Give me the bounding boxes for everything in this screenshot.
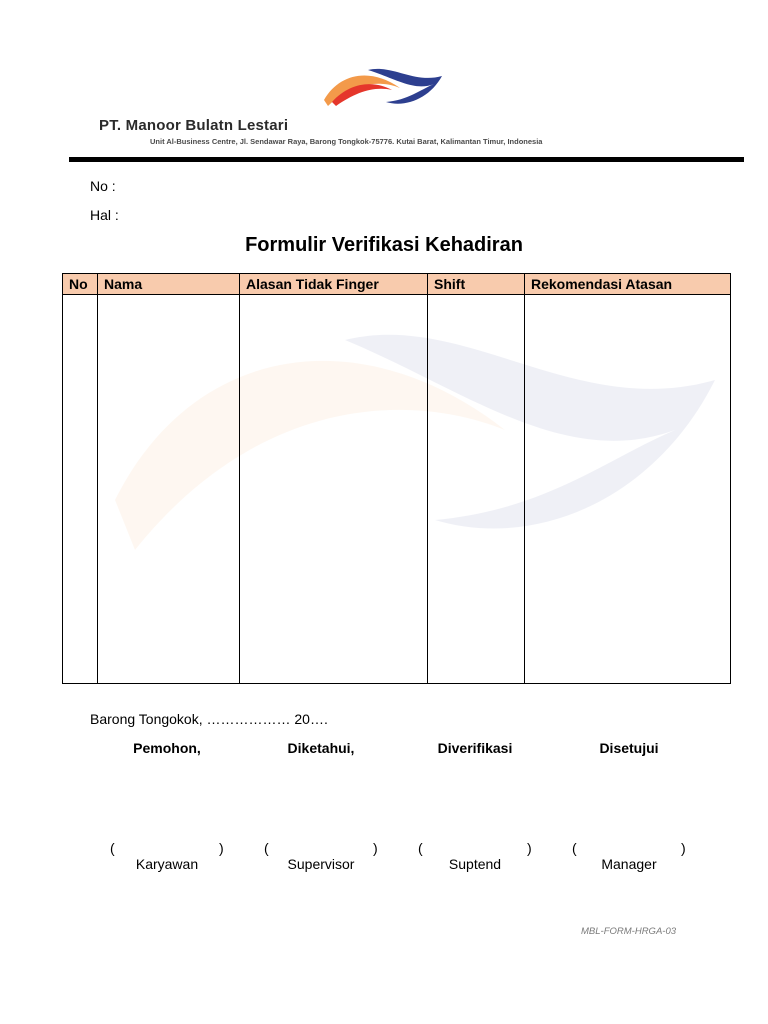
hal-field-label: Hal :	[90, 207, 119, 223]
place-date-line: Barong Tongokok, ……………… 20….	[90, 711, 328, 727]
attendance-table	[62, 273, 731, 684]
cell-shift[interactable]	[428, 295, 525, 684]
table-row	[63, 295, 731, 684]
company-name: PT. Manoor Bulatn Lestari	[99, 117, 289, 134]
signature-role-diketahui: Diketahui,	[287, 740, 355, 756]
column-header-rekomendasi: Rekomendasi Atasan	[525, 274, 731, 295]
signature-role-disetujui: Disetujui	[599, 740, 659, 756]
cell-rekomendasi[interactable]	[525, 295, 731, 684]
signature-open-paren: (	[264, 840, 269, 856]
form-code: MBL-FORM-HRGA-03	[581, 926, 677, 937]
signature-name-supervisor: Supervisor	[287, 856, 355, 872]
signature-role-pemohon: Pemohon,	[133, 740, 201, 756]
signature-close-paren: )	[373, 840, 378, 856]
header-divider	[69, 157, 744, 162]
cell-nama[interactable]	[98, 295, 240, 684]
signature-close-paren: )	[219, 840, 224, 856]
column-header-alasan: Alasan Tidak Finger	[240, 274, 428, 295]
signature-open-paren: (	[110, 840, 115, 856]
signature-role-diverifikasi: Diverifikasi	[437, 740, 513, 756]
company-logo-icon	[322, 62, 448, 112]
signature-name-suptend: Suptend	[448, 856, 502, 872]
column-header-no: No	[63, 274, 98, 295]
cell-alasan[interactable]	[240, 295, 428, 684]
signature-close-paren: )	[527, 840, 532, 856]
no-field-label: No :	[90, 178, 116, 194]
cell-no[interactable]	[63, 295, 98, 684]
company-address: Unit Al-Business Centre, Jl. Sendawar Raya, Barong Tongkok-75776. Kutai Barat, Kalimantan Timur, Indonesia	[150, 137, 543, 146]
form-title: Formulir Verifikasi Kehadiran	[245, 234, 523, 256]
signature-name-manager: Manager	[601, 856, 657, 872]
signature-open-paren: (	[572, 840, 577, 856]
column-header-shift: Shift	[428, 274, 525, 295]
signature-close-paren: )	[681, 840, 686, 856]
signature-name-karyawan: Karyawan	[135, 856, 199, 872]
signature-open-paren: (	[418, 840, 423, 856]
table-header-row	[63, 274, 731, 295]
column-header-nama: Nama	[98, 274, 240, 295]
